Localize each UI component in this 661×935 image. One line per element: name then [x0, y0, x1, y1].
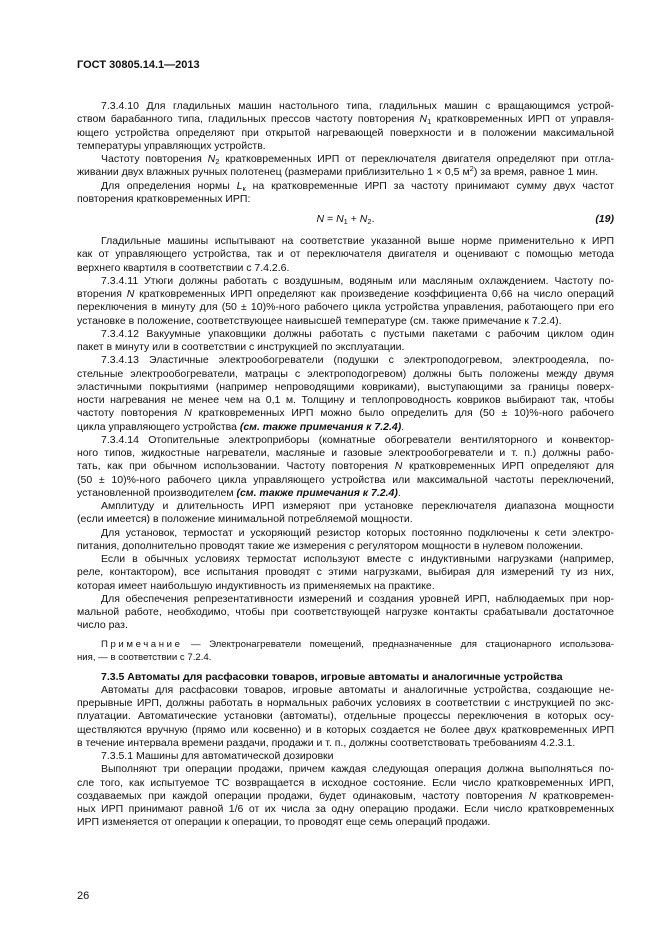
- emphasis-text: N: [528, 789, 537, 802]
- superscript: 2: [469, 164, 474, 174]
- text-line: [77, 381, 614, 394]
- text-segment: Выполняют три операции продажи, причем каждая следующая операция должна выполняться по-: [101, 763, 614, 776]
- text-line: [77, 315, 614, 328]
- text-line: [77, 790, 614, 803]
- text-segment: кратковременных ИРП определяют для: [402, 460, 614, 473]
- text-line: [77, 434, 614, 447]
- text-segment: кратковременных ИРП от переключателя двигателя определяют при отгла-: [219, 153, 614, 165]
- text-line: [77, 513, 614, 526]
- paragraph: [77, 434, 614, 500]
- text-line: [77, 301, 614, 314]
- text-line: [77, 684, 614, 697]
- text-segment: создаваемых при каждой операции продажи, будет одинаковым, частоту повторения: [77, 789, 529, 802]
- text-line: [77, 803, 614, 816]
- emphasis-text: N: [336, 213, 344, 225]
- text-line: [77, 447, 614, 460]
- text-segment: 7.3.5 Автоматы для расфасовки товаров, игровые автоматы и аналогичные устройства: [101, 670, 563, 683]
- text-line: [77, 213, 614, 226]
- text-segment: на кратковременные ИРП за частоту принимают сумму двух частот: [245, 179, 615, 192]
- text-line: [77, 553, 614, 566]
- text-line: [77, 527, 614, 540]
- text-segment: Для установок, термостат и ускоряющий резистор которых постоянно подключены к сети электро-: [101, 526, 614, 539]
- text-segment: 7.3.4.12 Вакуумные упаковщики должны работать с пустыми пакетами с рабочим циклом один: [101, 327, 614, 340]
- document-body: [77, 100, 614, 830]
- text-line: [77, 113, 614, 126]
- document-header: ГОСТ 30805.14.1—2013: [77, 59, 200, 71]
- text-line: [77, 407, 614, 420]
- text-segment: ных ИРП принимают равной 1/6 от их числа за одну операцию продажи. Если число кратковременных: [77, 803, 614, 815]
- paragraph: [77, 153, 614, 180]
- paragraph: [77, 180, 614, 207]
- text-segment: 7.3.5.1 Машины для автоматической дозировки: [101, 750, 334, 762]
- text-segment: кратковремен-: [536, 789, 614, 802]
- text-segment: мальной работе, необходимо, чтобы при соответствующей нагрузке контакты срабатывали достаточное: [77, 606, 614, 618]
- text-line: [77, 460, 614, 473]
- text-line: [77, 777, 614, 790]
- paragraph: [77, 500, 614, 527]
- text-line: [77, 651, 614, 664]
- text-segment: =: [324, 213, 337, 225]
- text-segment: число раз.: [77, 619, 128, 632]
- text-segment: пакет в минуту или в соответствии с инструкцией по эксплуатации.: [77, 341, 405, 353]
- text-segment: .: [401, 420, 405, 433]
- page-number: 26: [77, 890, 90, 902]
- text-segment: тать, как при обычном использовании. Частоту повторения: [77, 460, 395, 473]
- equation-number: (19): [595, 213, 614, 225]
- text-line: [77, 737, 614, 750]
- text-line: [77, 500, 614, 513]
- text-line: [77, 193, 614, 206]
- text-line: [77, 566, 614, 579]
- subscript: 1: [427, 117, 432, 127]
- text-segment: вторения: [77, 288, 127, 300]
- text-line: [77, 710, 614, 723]
- emphasis-text: N: [359, 213, 368, 225]
- text-segment: Гладильные машины испытывают на соответствие указанной выше норме применительно к ИРП: [101, 235, 614, 247]
- text-line: [77, 100, 614, 113]
- paragraph: [77, 684, 614, 750]
- text-line: [77, 750, 614, 763]
- emphasis-text: N: [419, 113, 428, 126]
- text-segment: которая имеет наибольшую индуктивность из применяемых на практике.: [77, 579, 435, 592]
- text-line: [77, 328, 614, 341]
- text-segment: (если имеется) в положение минимальной потребляемой мощности.: [77, 513, 413, 526]
- subscript: 2: [215, 157, 220, 166]
- note-label: Примечание: [101, 638, 183, 650]
- text-segment: питания, дополнительно проводят такие же измерения с регулятором мощности в нулевом положении.: [77, 539, 584, 552]
- text-segment: +: [347, 213, 360, 225]
- text-segment: Для обеспечения репрезентативности измерений и создания уровней ИРП, наблюдаемых при нор-: [101, 592, 614, 605]
- text-line: [77, 140, 614, 153]
- text-segment: ) за время, равное 1 мин.: [473, 166, 599, 179]
- text-segment: температуры управляющих устройств.: [77, 139, 266, 152]
- text-segment: 7.3.4.11 Утюги должны работать с воздушным, водяным или масляным охлаждением. Частоту по-: [101, 274, 614, 287]
- text-segment: (50 ± 10)%-ного рабочего цикла управляющего устройства или максимальной частоты переключений,: [77, 473, 614, 486]
- text-segment: ющего устройства определяют при открытой нагревающей поверхности и в положении максимальной: [77, 126, 614, 139]
- text-line: [77, 606, 614, 619]
- paragraph: [77, 235, 614, 275]
- text-line: [77, 638, 614, 651]
- text-segment: Если в обычных условиях термостат используют вместе с индуктивными нагрузками (например,: [101, 553, 614, 565]
- paragraph: [77, 593, 614, 633]
- text-segment: ности нагревания не менее чем на 0,1 м. Толщину и теплопроводность ковриков выбирают так, чтобы: [77, 394, 614, 406]
- text-line: [77, 697, 614, 710]
- text-line: [77, 724, 614, 737]
- text-line: [77, 474, 614, 487]
- text-segment: ного типов, жидкостные нагреватели, масляные и газовые электрообогреватели и т. п.) должны рабо-: [77, 447, 614, 459]
- text-segment: эластичными покрытиями (например непроводящими ковриками), выступающими за границы поверх-: [77, 380, 614, 393]
- text-segment: 7.3.4.10 Для гладильных машин настольного типа, гладильных машин с вращающимся устрой-: [101, 100, 614, 112]
- text-segment: верхнего квартиля в соответствии с 7.4.2.6.: [77, 261, 290, 274]
- subscript: 1: [343, 217, 348, 226]
- paragraph: [77, 553, 614, 593]
- paragraph: [77, 527, 614, 554]
- text-segment: в течение интервала времени раздачи, продажи и т. п., должны соответствовать требованиям 4.2.3.1.: [77, 736, 576, 749]
- paragraph: [77, 354, 614, 434]
- text-line: [77, 619, 614, 632]
- text-segment: кратковременных ИРП можно было определить для (50 ± 10)%-ного рабочего: [191, 407, 614, 420]
- text-segment: Амплитуду и длительность ИРП измеряют при установке переключателя диапазона мощности: [101, 500, 614, 512]
- emphasis-text: (см. также примечания к 7.2.4): [236, 486, 398, 499]
- text-segment: ством барабанного типа, гладильных прессов частоту повторения: [77, 113, 420, 126]
- text-segment: установленной производителем: [77, 486, 237, 499]
- text-line: [77, 593, 614, 606]
- text-line: [77, 421, 614, 434]
- text-segment: Автоматы для расфасовки товаров, игровые автоматы и аналогичные устройства, создающие не-: [101, 683, 614, 696]
- text-line: [77, 288, 614, 301]
- formula: [77, 213, 614, 227]
- emphasis-text: N: [316, 213, 325, 225]
- text-segment: как от управляющего устройства, так и от переключателя двигателя и оценивают с помощью метода: [77, 248, 614, 261]
- text-line: [77, 816, 614, 829]
- text-line: [77, 580, 614, 593]
- emphasis-text: N: [184, 407, 192, 420]
- text-segment: — Электронагреватели помещений, предназначенные для стационарного использова-: [182, 638, 614, 650]
- text-line: [77, 262, 614, 275]
- note: [77, 638, 614, 664]
- text-segment: плуатации. Автоматические установки (автоматы), отдельные процессы переключения в которых осу-: [77, 710, 614, 723]
- text-segment: ния, — в соответствии с 7.2.4.: [77, 651, 212, 663]
- text-segment: кратковременных ИРП определяют как произведение коэффициента 0,66 на число операций: [134, 288, 615, 300]
- emphasis-text: N: [126, 288, 135, 300]
- text-segment: прерывные ИРП, должны работать в нормальных рабочих условиях в соответствии с инструкцией по экс-: [77, 697, 614, 709]
- text-segment: частоту повторения: [77, 407, 185, 420]
- subscript: к: [242, 183, 246, 193]
- text-line: [77, 153, 614, 166]
- emphasis-text: N: [207, 153, 216, 165]
- text-segment: повторения кратковременных ИРП:: [77, 192, 251, 205]
- text-segment: .: [371, 213, 375, 225]
- text-segment: переключения в минуту для (50 ± 10)%-ного рабочего цикла устройства управления, работающего при его: [77, 301, 614, 314]
- text-segment: реле, контактором), все испытания проводят с этими нагрузками, выбирая для измерений ту из них,: [77, 566, 614, 579]
- paragraph: [77, 763, 614, 829]
- text-segment: цикла управляющего устройства: [77, 420, 240, 433]
- text-line: [77, 248, 614, 261]
- emphasis-text: (см. также примечания к 7.2.4): [239, 420, 402, 433]
- text-line: [77, 671, 614, 684]
- text-segment: Для определения нормы: [101, 179, 237, 192]
- text-segment: Частоту повторения: [101, 153, 208, 165]
- text-line: [77, 235, 614, 248]
- text-segment: 7.3.4.13 Эластичные электрообогреватели (подушки с электроподогревом, электроодеяла, по-: [101, 354, 614, 367]
- text-segment: живании двух влажных ручных полотенец (размерами приблизительно 1 × 0,5 м: [77, 166, 470, 179]
- text-segment: 7.3.4.14 Отопительные электроприборы (комнатные обогреватели вентиляторного и конвектор-: [101, 433, 614, 446]
- text-line: [77, 127, 614, 140]
- section-heading: [77, 671, 614, 684]
- text-line: [77, 275, 614, 288]
- text-line: [77, 763, 614, 776]
- text-line: [77, 180, 614, 193]
- text-line: [77, 368, 614, 381]
- paragraph: [77, 328, 614, 355]
- text-line: [77, 354, 614, 367]
- text-segment: сле того, как испытуемое ТС возвращается в исходное состояние. Если число кратковременных ИРП,: [77, 776, 614, 789]
- text-line: [77, 394, 614, 407]
- text-line: [77, 540, 614, 553]
- emphasis-text: N: [394, 460, 403, 473]
- text-line: [77, 487, 614, 500]
- paragraph: [77, 275, 614, 328]
- text-line: [77, 341, 614, 354]
- text-segment: ществляются вручную (прямо или косвенно) и в которых создается не более двух кратковременных ИРП: [77, 723, 614, 736]
- paragraph: [77, 750, 614, 763]
- text-segment: кратковременных ИРП от управля-: [431, 113, 615, 126]
- paragraph: [77, 100, 614, 153]
- text-segment: стельные электрообогреватели, матрацы с электроподогревом) должны быть положены между двумя: [77, 367, 614, 380]
- subscript: 2: [367, 217, 372, 226]
- text-segment: ИРП изменяется от операции к операции, то проводят еще семь операций продажи.: [77, 816, 491, 829]
- text-segment: установке в положение, соответствующее наивысшей температуре (см. также примечание к 7.2.4).: [77, 314, 562, 327]
- emphasis-text: L: [236, 179, 243, 192]
- text-segment: .: [397, 486, 401, 499]
- text-line: [77, 166, 614, 179]
